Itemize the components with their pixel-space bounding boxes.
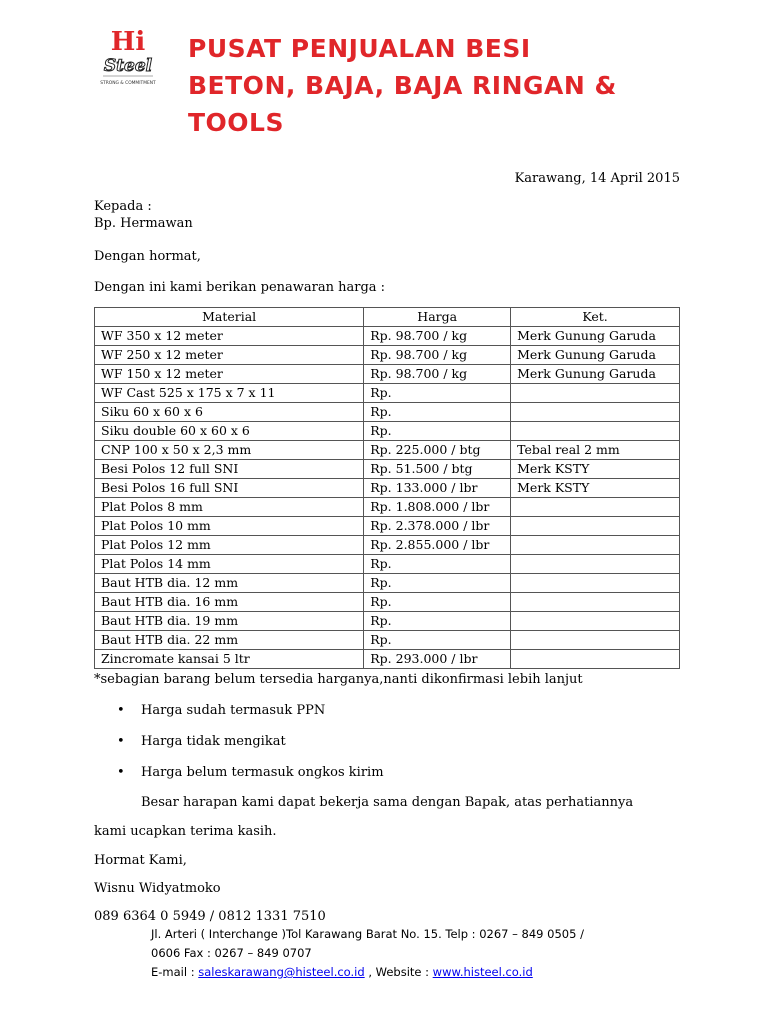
- intro-text: Dengan ini kami berikan penawaran harga :: [94, 280, 386, 295]
- price-cell: Rp. 2.855.000 / lbr: [364, 536, 511, 555]
- note-cell: [511, 403, 680, 422]
- table-header-row: [95, 308, 680, 327]
- website-label: , Website :: [364, 965, 433, 979]
- bullet-item: Harga belum termasuk ongkos kirim: [141, 765, 384, 780]
- note-cell: [511, 536, 680, 555]
- footer-address-1: Jl. Arteri ( Interchange )Tol Karawang Barat No. 15. Telp : 0267 – 849 0505 /: [151, 927, 584, 941]
- material-cell: Siku double 60 x 60 x 6: [95, 422, 364, 441]
- table-row: [95, 650, 680, 669]
- bullet-icon: •: [117, 703, 125, 718]
- note-cell: Merk Gunung Garuda: [511, 346, 680, 365]
- hi-steel-logo: [97, 27, 159, 89]
- title-line: TOOLS: [188, 108, 284, 137]
- table-row: [95, 460, 680, 479]
- price-cell: Rp. 1.808.000 / lbr: [364, 498, 511, 517]
- table-row: [95, 536, 680, 555]
- table-row: [95, 346, 680, 365]
- material-cell: Zincromate kansai 5 ltr: [95, 650, 364, 669]
- price-cell: Rp. 293.000 / lbr: [364, 650, 511, 669]
- note-cell: Merk Gunung Garuda: [511, 327, 680, 346]
- price-cell: Rp.: [364, 574, 511, 593]
- greeting: Dengan hormat,: [94, 249, 201, 264]
- note-cell: [511, 650, 680, 669]
- note-cell: [511, 593, 680, 612]
- note-cell: Tebal real 2 mm: [511, 441, 680, 460]
- table-row: [95, 327, 680, 346]
- bullet-item: Harga sudah termasuk PPN: [141, 703, 326, 718]
- website-link[interactable]: www.histeel.co.id: [432, 965, 533, 979]
- table-row: [95, 441, 680, 460]
- material-cell: Plat Polos 10 mm: [95, 517, 364, 536]
- note-cell: [511, 422, 680, 441]
- price-cell: Rp.: [364, 422, 511, 441]
- note-cell: Merk Gunung Garuda: [511, 365, 680, 384]
- material-cell: Besi Polos 16 full SNI: [95, 479, 364, 498]
- email-label: E-mail :: [151, 965, 199, 979]
- table-row: [95, 365, 680, 384]
- material-cell: Plat Polos 12 mm: [95, 536, 364, 555]
- title-line: BETON, BAJA, BAJA RINGAN &: [188, 71, 617, 100]
- table-row: [95, 498, 680, 517]
- header-note: Ket.: [511, 308, 680, 327]
- material-cell: WF 350 x 12 meter: [95, 327, 364, 346]
- header-price: Harga: [364, 308, 511, 327]
- bullet-icon: •: [117, 734, 125, 749]
- closing-line-2: kami ucapkan terima kasih.: [94, 824, 277, 839]
- price-cell: Rp.: [364, 403, 511, 422]
- material-cell: Plat Polos 14 mm: [95, 555, 364, 574]
- note-cell: Merk KSTY: [511, 479, 680, 498]
- email-link[interactable]: saleskarawang@histeel.co.id: [198, 965, 365, 979]
- logo-tagline: STRONG & COMMITMENT: [100, 81, 156, 86]
- price-cell: Rp. 2.378.000 / lbr: [364, 517, 511, 536]
- table-row: [95, 555, 680, 574]
- price-cell: Rp.: [364, 631, 511, 650]
- table-row: [95, 422, 680, 441]
- price-table: [94, 307, 680, 669]
- table-row: [95, 612, 680, 631]
- table-row: [95, 384, 680, 403]
- bullet-icon: •: [117, 765, 125, 780]
- material-cell: Baut HTB dia. 12 mm: [95, 574, 364, 593]
- table-row: [95, 593, 680, 612]
- sign-off: Hormat Kami,: [94, 853, 187, 868]
- letter-date: Karawang, 14 April 2015: [514, 171, 680, 186]
- bullet-item: Harga tidak mengikat: [141, 734, 286, 749]
- price-cell: Rp. 225.000 / btg: [364, 441, 511, 460]
- footer-address-2: 0606 Fax : 0267 – 849 0707: [151, 946, 312, 960]
- logo-text-bottom: Steel: [103, 56, 153, 76]
- signer-phone: 089 6364 0 5949 / 0812 1331 7510: [94, 909, 326, 924]
- price-cell: Rp. 98.700 / kg: [364, 327, 511, 346]
- signer-name: Wisnu Widyatmoko: [94, 881, 221, 896]
- closing-line-1: Besar harapan kami dapat bekerja sama dengan Bapak, atas perhatiannya: [141, 795, 634, 810]
- note-cell: [511, 631, 680, 650]
- table-row: [95, 517, 680, 536]
- note-cell: Merk KSTY: [511, 460, 680, 479]
- material-cell: Baut HTB dia. 19 mm: [95, 612, 364, 631]
- material-cell: WF 150 x 12 meter: [95, 365, 364, 384]
- recipient: Bp. Hermawan: [94, 216, 193, 231]
- note-cell: [511, 384, 680, 403]
- material-cell: Plat Polos 8 mm: [95, 498, 364, 517]
- price-cell: Rp. 51.500 / btg: [364, 460, 511, 479]
- price-cell: Rp. 98.700 / kg: [364, 365, 511, 384]
- note-cell: [511, 612, 680, 631]
- material-cell: WF 250 x 12 meter: [95, 346, 364, 365]
- price-cell: Rp.: [364, 555, 511, 574]
- note-cell: [511, 574, 680, 593]
- header-material: Material: [95, 308, 364, 327]
- title-line: PUSAT PENJUALAN BESI: [188, 34, 531, 63]
- note-cell: [511, 498, 680, 517]
- note-cell: [511, 517, 680, 536]
- logo-text-top: Hi: [110, 27, 146, 57]
- material-cell: Baut HTB dia. 16 mm: [95, 593, 364, 612]
- note-cell: [511, 555, 680, 574]
- table-row: [95, 479, 680, 498]
- company-title: [188, 30, 708, 141]
- availability-note: *sebagian barang belum tersedia harganya,nanti dikonfirmasi lebih lanjut: [94, 672, 583, 687]
- price-cell: Rp. 98.700 / kg: [364, 346, 511, 365]
- material-cell: Siku 60 x 60 x 6: [95, 403, 364, 422]
- table-row: [95, 631, 680, 650]
- price-cell: Rp.: [364, 384, 511, 403]
- material-cell: Besi Polos 12 full SNI: [95, 460, 364, 479]
- price-cell: Rp. 133.000 / lbr: [364, 479, 511, 498]
- table-row: [95, 574, 680, 593]
- material-cell: Baut HTB dia. 22 mm: [95, 631, 364, 650]
- price-cell: Rp.: [364, 612, 511, 631]
- material-cell: CNP 100 x 50 x 2,3 mm: [95, 441, 364, 460]
- to-label: Kepada :: [94, 199, 152, 214]
- table-row: [95, 403, 680, 422]
- footer-contact: [151, 965, 533, 979]
- material-cell: WF Cast 525 x 175 x 7 x 11: [95, 384, 364, 403]
- price-cell: Rp.: [364, 593, 511, 612]
